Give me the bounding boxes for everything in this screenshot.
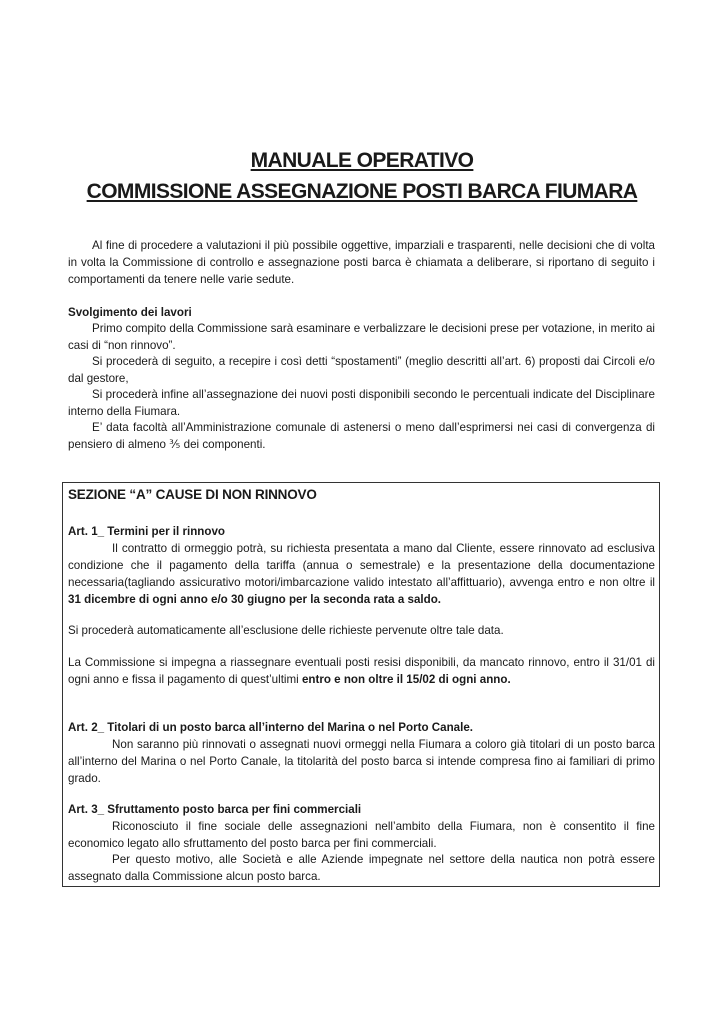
art2-heading: Art. 2_ Titolari di un posto barca all’interno del Marina o nel Porto Canale. bbox=[68, 721, 473, 734]
art1-paragraph-2: Si procederà automaticamente all’esclusione delle richieste pervenute oltre tale data. bbox=[68, 624, 504, 637]
intro-paragraph: Al fine di procedere a valutazioni il più possibile oggettive, imparziali e trasparenti, nelle decisioni che di volta in volta la Commissione di controllo e assegnazione posti barca è chiamata a deliberare, si riportano di seguito i comportamenti da tenere nelle varie sedute. bbox=[68, 239, 655, 286]
document-title: MANUALE OPERATIVO bbox=[250, 149, 474, 172]
svolgimento-paragraph-3: Si procederà infine all’assegnazione dei nuovi posti disponibili secondo le percentuali indicate del Disciplinare interno della Fiumara. bbox=[68, 388, 655, 418]
svolgimento-paragraph-4: E’ data facoltà all’Amministrazione comunale di astenersi o meno dall’esprimersi nei casi di convergenza di pensiero di almeno ⅗ dei componenti. bbox=[68, 421, 655, 451]
document-subtitle: COMMISSIONE ASSEGNAZIONE POSTI BARCA FIUMARA bbox=[86, 180, 638, 203]
art1-paragraph-3 bbox=[68, 655, 655, 689]
art3-paragraph-2: Per questo motivo, alle Società e alle Aziende impegnate nel settore della nautica non potrà essere assegnato dalla Commissione alcun posto barca. bbox=[68, 853, 655, 883]
art1-text: Il contratto di ormeggio potrà, su richiesta presentata a mano dal Cliente, essere rinnovato ad esclusiva condizione che il pagamento della tariffa (annua o semestrale) e la presentazione della documentazione necessaria(tagliando assicurativo motori/imbarcazione valido intestato all’affittuario), avvenga entro e non oltre il bbox=[68, 542, 655, 589]
art1-deadline: 31 dicembre di ogni anno e/o 30 giugno per la seconda rata a saldo. bbox=[68, 592, 442, 606]
section-a-title: SEZIONE “A” CAUSE DI NON RINNOVO bbox=[68, 487, 317, 502]
art1-paragraph bbox=[68, 541, 655, 609]
svolgimento-paragraph-1: Primo compito della Commissione sarà esaminare e verbalizzare le decisioni prese per votazione, in merito ai casi di “non rinnovo”. bbox=[68, 322, 655, 352]
svolgimento-paragraph-2: Si procederà di seguito, a recepire i così detti “spostamenti” (meglio descritti all’art. 6) proposti dai Circoli e/o dal gestore, bbox=[68, 355, 655, 385]
art3-heading: Art. 3_ Sfruttamento posto barca per fini commerciali bbox=[68, 803, 362, 816]
svolgimento-heading: Svolgimento dei lavori bbox=[68, 306, 192, 319]
art1-p3-deadline: entro e non oltre il 15/02 di ogni anno. bbox=[301, 672, 511, 686]
art3-paragraph: Riconosciuto il fine sociale delle assegnazioni nell’ambito della Fiumara, non è consentito il fine economico legato allo sfruttamento del posto barca per fini commerciali. bbox=[68, 820, 655, 850]
art2-paragraph: Non saranno più rinnovati o assegnati nuovi ormeggi nella Fiumara a coloro già titolari di un posto barca all’interno del Marina o nel Porto Canale, la titolarità del posto barca si intende compresa fino ai familiari di primo grado. bbox=[68, 738, 655, 785]
art1-heading: Art. 1_ Termini per il rinnovo bbox=[68, 525, 225, 538]
art1-p3-text: La Commissione si impegna a riassegnare eventuali posti resisi disponibili, da mancato rinnovo, entro il 31/01 di ogni anno e fissa il pagamento di quest’ultimi bbox=[68, 656, 655, 686]
